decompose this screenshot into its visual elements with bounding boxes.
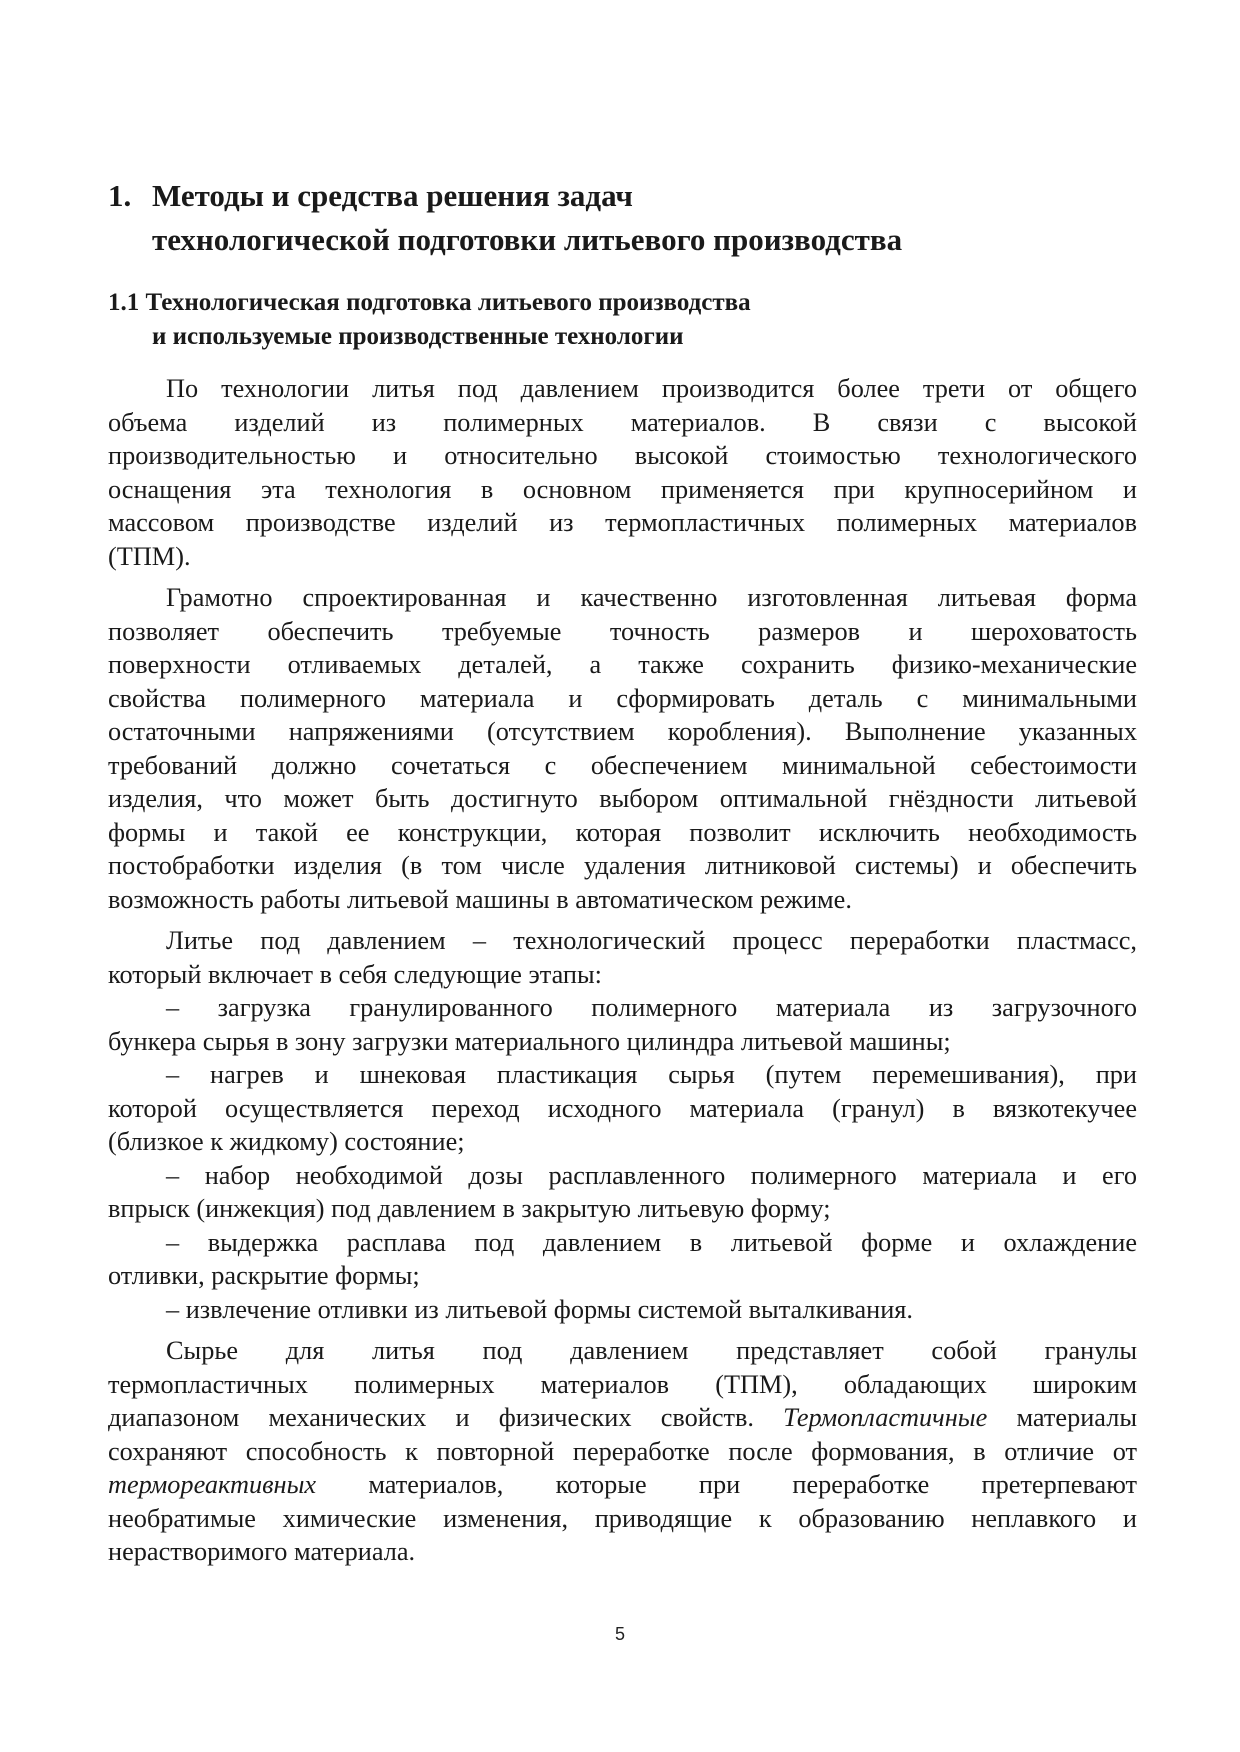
text-line: нерастворимого материала. [108,1537,416,1566]
italic-term: Термопластичные [783,1403,988,1432]
text-line: – набор необходимой дозы расплавленного полимерного материала и его [166,1160,1137,1190]
text-line: – выдержка расплава под давлением в литьевой форме и охлаждение [166,1227,1137,1257]
text-line: Грамотно спроектированная и качественно изготовленная литьевая форма [166,583,1137,612]
text-line: бункера сырья в зону загрузки материального цилиндра литьевой машины; [108,1026,951,1056]
text-line: – нагрев и шнековая пластикация сырья (путем перемешивания), при [166,1060,1137,1089]
text-line: который включает в себя следующие этапы: [108,959,602,989]
section-heading [108,286,1138,354]
page-number: 5 [614,1624,625,1644]
text-line: постобработки изделия (в том числе удаления литниковой системы) и обеспечить [108,851,1137,880]
text-line: – загрузка гранулированного полимерного материала из загрузочного [166,993,1137,1022]
list-item-5 [108,1293,1137,1327]
list-item-4 [108,1226,1137,1293]
text-line: возможность работы литьевой машины в автоматическом режиме. [108,884,852,914]
list-item-1 [108,991,1137,1058]
text-line [108,1468,1137,1502]
text-line: (ТПМ). [108,541,191,571]
text-line: Литье под давлением – технологический процесс переработки пластмасс, [166,926,1137,955]
body-text [108,372,1137,1577]
text-fragment: материалов, которые при переработке претерпевают [316,1470,1137,1499]
chapter-heading [108,174,1138,262]
text-line: впрыск (инжекция) под давлением в закрытую литьевую форму; [108,1194,831,1223]
text-line: которой осуществляется переход исходного материала (гранул) в вязкотекучее [108,1093,1137,1123]
text-line: свойства полимерного материала и сформировать деталь с минимальными [108,683,1137,713]
text-line: изделия, что может быть достигнуто выбором оптимальной гнёздности литьевой [108,784,1137,813]
text-line: объема изделий из полимерных материалов. В связи с высокой [108,407,1137,437]
text-line: необратимые химические изменения, приводящие к образованию неплавкого и [108,1503,1137,1533]
text-line: формы и такой ее конструкции, которая позволит исключить необходимость [108,817,1137,847]
text-line: остаточными напряжениями (отсутствием коробления). Выполнение указанных [108,717,1137,746]
list-item-2 [108,1058,1137,1159]
chapter-title-line2: технологической подготовки литьевого производства [152,222,903,257]
text-fragment: диапазоном механических и физических свойств. [108,1403,784,1432]
paragraph-1 [108,372,1137,573]
text-line: термопластичных полимерных материалов (ТПМ), обладающих широким [108,1369,1137,1399]
text-line: требований должно сочетаться с обеспечением минимальной себестоимости [108,750,1137,780]
list-item-3 [108,1159,1137,1226]
text-line: Сырье для литья под давлением представляет собой гранулы [166,1336,1137,1365]
text-fragment: материалы [987,1403,1137,1432]
section-title-line2: и используемые производственные технологии [152,323,684,350]
chapter-title-line1: Методы и средства решения задач [152,178,633,213]
section-title-line1: 1.1 Технологическая подготовка литьевого производства [108,289,751,316]
text-line: – извлечение отливки из литьевой формы системой выталкивания. [166,1294,913,1324]
text-line: поверхности отливаемых деталей, а также сохранить физико-механические [108,650,1137,679]
text-line: позволяет обеспечить требуемые точность размеров и шероховатость [108,616,1137,646]
text-line: оснащения эта технология в основном применяется при крупносерийном и [108,474,1137,504]
text-line [108,1401,1137,1435]
paragraph-2 [108,581,1137,916]
paragraph-4 [108,1334,1137,1569]
italic-term: термореактивных [108,1470,317,1499]
text-line: (близкое к жидкому) состояние; [108,1127,465,1156]
text-line: производительностью и относительно высокой стоимостью технологического [108,441,1137,470]
chapter-number: 1. [108,178,132,213]
text-line: сохраняют способность к повторной переработке после формования, в отличие от [108,1436,1137,1466]
text-line: массовом производстве изделий из термопластичных полимерных материалов [108,508,1137,537]
text-line: отливки, раскрытие формы; [108,1261,420,1290]
paragraph-3 [108,924,1137,991]
text-line: По технологии литья под давлением производится более трети от общего [166,374,1137,403]
